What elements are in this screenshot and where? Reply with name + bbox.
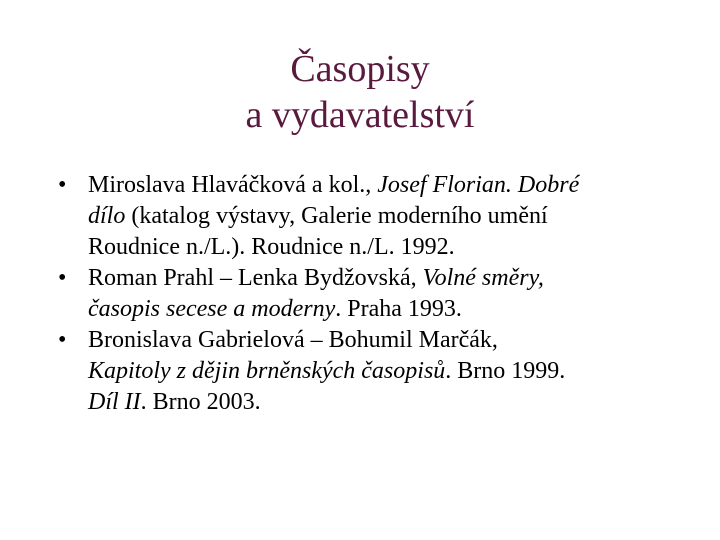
bullet-line	[88, 201, 698, 232]
text-run: . Brno 1999.	[445, 358, 566, 384]
text-run: Roudnice n./L.). Roudnice n./L. 1992.	[88, 234, 455, 260]
text-run: Bronislava Gabrielová – Bohumil Marčák,	[88, 327, 498, 353]
bullet-item	[58, 325, 698, 418]
bullet-icon: •	[58, 265, 67, 291]
title-line-2: a vydavatelství	[245, 94, 475, 136]
italic-text-run: časopis secese a moderny	[88, 296, 336, 322]
bullet-line	[88, 356, 698, 387]
title-line-1: Časopisy	[290, 48, 430, 90]
bullet-list	[58, 170, 698, 418]
italic-text-run: Volné směry,	[422, 265, 544, 291]
text-run: (katalog výstavy, Galerie moderního umění	[125, 203, 548, 229]
bullet-item	[58, 263, 698, 325]
bullet-line	[88, 170, 698, 201]
bullet-item	[58, 170, 698, 263]
text-run: Roman Prahl – Lenka Bydžovská,	[88, 265, 423, 291]
italic-text-run: Kapitoly z dějin brněnských časopisů	[88, 358, 446, 384]
bullet-line	[88, 232, 698, 263]
slide-title	[0, 46, 720, 138]
italic-text-run: Díl II	[88, 389, 141, 415]
italic-text-run: Josef Florian. Dobré	[377, 172, 580, 198]
text-run: Miroslava Hlaváčková a kol.,	[88, 172, 378, 198]
bullet-line	[88, 263, 698, 294]
text-run: . Praha 1993.	[335, 296, 462, 322]
bullet-line	[88, 387, 698, 418]
italic-text-run: dílo	[88, 203, 126, 229]
bullet-icon: •	[58, 172, 67, 198]
text-run: . Brno 2003.	[140, 389, 261, 415]
bullet-icon: •	[58, 327, 67, 353]
bullet-line	[88, 294, 698, 325]
bullet-line	[88, 325, 698, 356]
